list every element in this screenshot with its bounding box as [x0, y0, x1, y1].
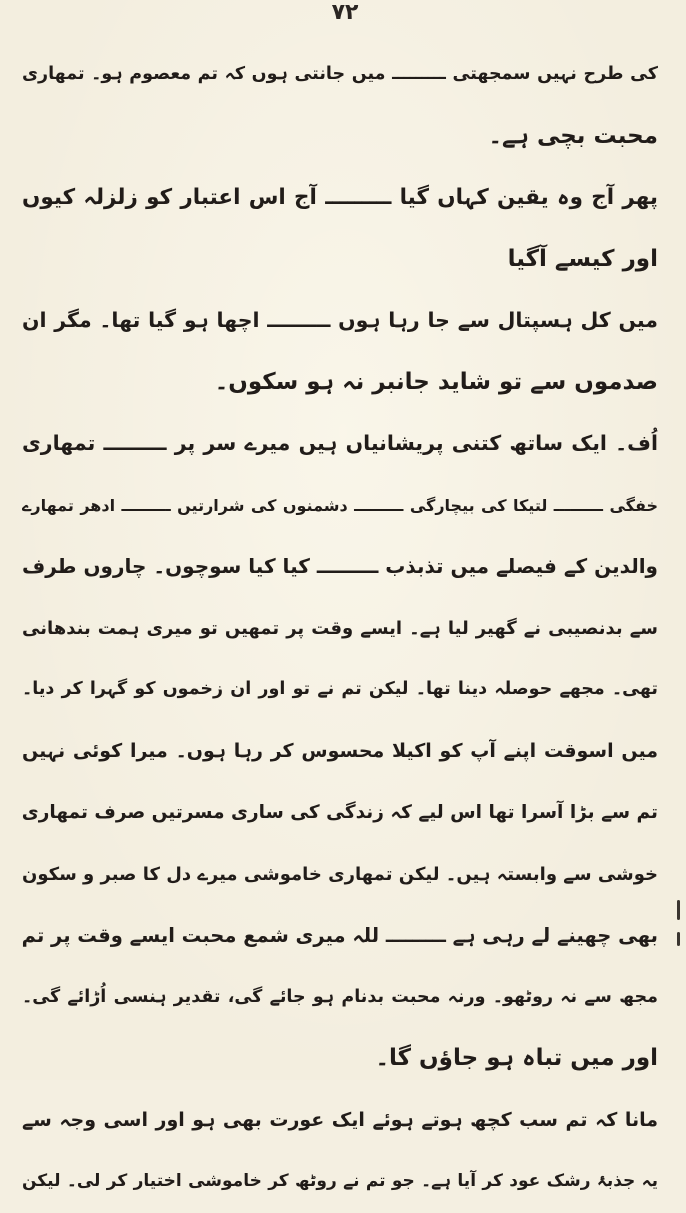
text-line: میں اسوقت اپنے آپ کو اکیلا محسوس کر رہا ہوں۔ میرا کوئی نہیں [22, 739, 658, 762]
text-line: سے بدنصیبی نے گھیر لیا ہے۔ ایسے وقت پر تمھیں تو میری ہمت بندھانی [22, 617, 658, 639]
text-line: اور میں تباہ ہو جاؤں گا۔ [375, 1045, 658, 1071]
text-line: بھی چھینے لے رہی ہے ـــــــــ للہ میری شمع محبت ایسے وقت پر تم [22, 924, 658, 947]
text-line: والدین کے فیصلے میں تذبذب ـــــــــ کیا کیا سوچوں۔ چاروں طرف [22, 554, 658, 578]
text-line: اُف۔ ایک ساتھ کتنی پریشانیاں ہیں میرے سر پر ـــــــــ تمھاری [22, 431, 658, 455]
text-line: اور کیسے آگیا [507, 245, 658, 272]
text-line: تم سے بڑا آسرا تھا اس لیے کہ زندگی کی ساری مسرتیں صرف تمھاری [22, 802, 658, 823]
page-number: ۷۲ [331, 0, 359, 25]
text-line: خوشی سے وابستہ ہیں۔ لیکن تمھاری خاموشی میرے دل کا صبر و سکون [22, 863, 658, 885]
page-body-text [22, 44, 658, 1213]
text-line: پھر آج وہ یقین کہاں گیا ـــــــــ آج اس اعتبار کو زلزلہ کیوں [22, 185, 658, 210]
text-line: مجھ سے نہ روٹھو۔ ورنہ محبت بدنام ہو جائے گی، تقدیر ہنسی اُڑائے گی۔ [22, 986, 658, 1007]
text-line: خفگی ـــــــــ لتیکا کی بیچارگی ـــــــــ دشمنوں کی شرارتیں ـــــــــ ادھر تمھارے [22, 495, 658, 515]
text-line: کی طرح نہیں سمجھتی ـــــــــ میں جانتی ہوں کہ تم معصوم ہو۔ تمھاری [22, 64, 658, 84]
text-line: تھی۔ مجھے حوصلہ دینا تھا۔ لیکن تم نے تو اور ان زخموں کو گہرا کر دیا۔ [22, 679, 658, 699]
ink-mark [677, 900, 680, 920]
text-line: محبت بچی ہے۔ [488, 122, 658, 149]
text-line: صدموں سے تو شاید جانبر نہ ہو سکوں۔ [214, 368, 658, 395]
text-line: مانا کہ تم سب کچھ ہوتے ہوئے ایک عورت بھی ہو اور اسی وجہ سے [22, 1108, 658, 1131]
text-line: میں کل ہسپتال سے جا رہا ہوں ـــــــــ اچھا ہو گیا تھا۔ مگر ان [22, 308, 658, 332]
text-line: یہ جذبۂ رشک عود کر آیا ہے۔ جو تم نے روٹھ کر خاموشی اختیار کر لی۔ لیکن [22, 1171, 658, 1191]
ink-mark [677, 932, 680, 946]
